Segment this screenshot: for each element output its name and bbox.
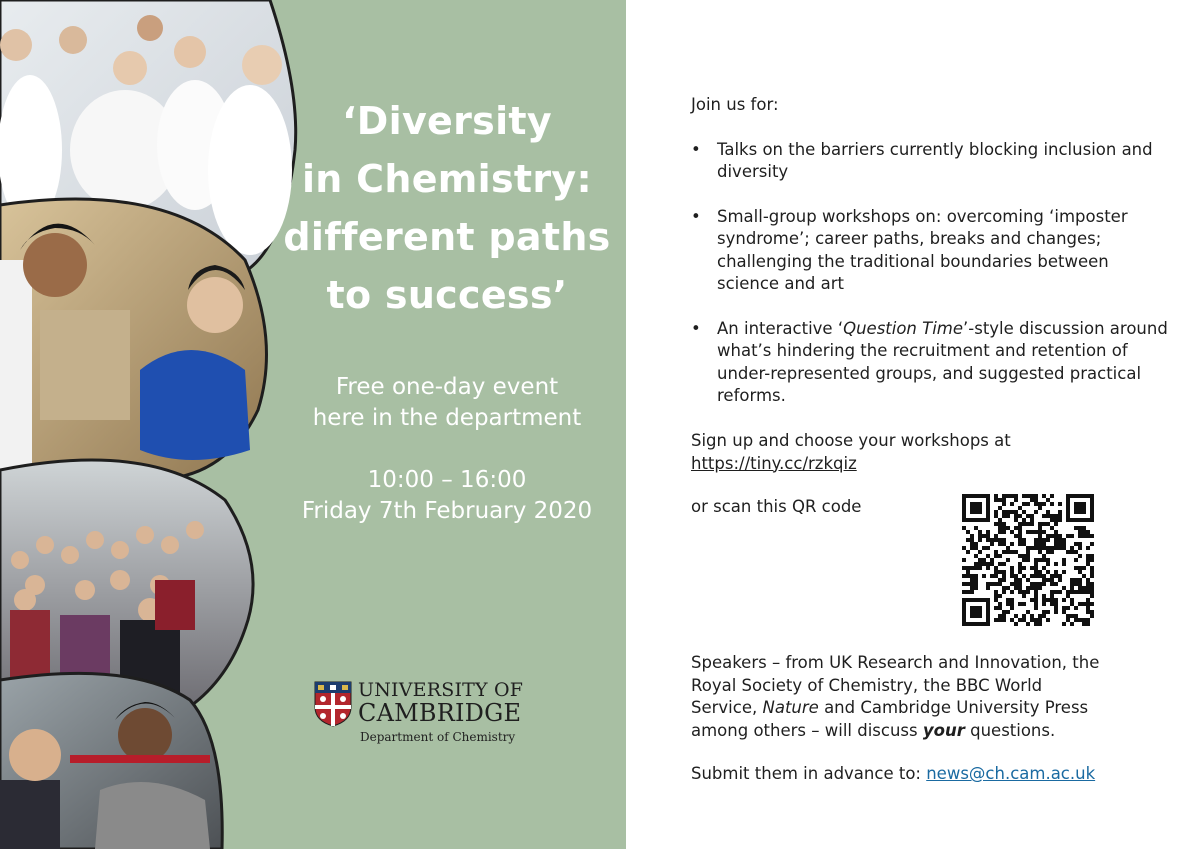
speakers-part-3: questions. bbox=[970, 720, 1056, 740]
qr-code[interactable] bbox=[962, 494, 1094, 626]
photo-students bbox=[0, 673, 222, 849]
event-line-2: here in the department bbox=[312, 405, 582, 431]
title-line: ‘Diversity bbox=[342, 99, 552, 143]
event-datetime bbox=[282, 465, 612, 527]
speakers-text bbox=[691, 652, 1111, 742]
bullet-text: Talks on the barriers currently blocking inclusion and diversity bbox=[717, 139, 1153, 181]
cambridge-wordmark: CAMBRIDGE bbox=[358, 699, 522, 727]
scan-text: or scan this QR code bbox=[691, 497, 862, 516]
list-item bbox=[691, 139, 1171, 184]
intro-text: Join us for: bbox=[691, 95, 779, 114]
event-date: Friday 7th February 2020 bbox=[301, 498, 593, 524]
bullet-text-post: ’-style discussion around what’s hindering the recruitment and retention of under-represented groups, and suggested practical reforms. bbox=[717, 318, 1168, 405]
photo-collage bbox=[0, 0, 310, 849]
university-of: UNIVERSITY OF bbox=[358, 679, 524, 701]
bullet-text-em: Question Time bbox=[843, 318, 964, 338]
speakers-bold: your bbox=[922, 720, 965, 740]
bullet-text-pre: An interactive ‘ bbox=[717, 318, 844, 338]
signup-block bbox=[691, 430, 1111, 475]
signup-text: Sign up and choose your workshops at bbox=[691, 431, 1011, 450]
cambridge-shield-icon bbox=[314, 681, 352, 727]
event-time: 10:00 – 16:00 bbox=[367, 467, 527, 493]
speakers-em: Nature bbox=[762, 698, 819, 717]
signup-link[interactable]: https://tiny.cc/rzkqiz bbox=[691, 453, 857, 473]
cambridge-logo bbox=[314, 679, 544, 749]
details-column bbox=[691, 94, 1171, 430]
title-line: different paths bbox=[283, 215, 611, 259]
title-line: in Chemistry: bbox=[301, 157, 593, 201]
event-description bbox=[282, 372, 612, 434]
event-title bbox=[282, 92, 612, 324]
agenda-list bbox=[691, 139, 1171, 408]
submit-text: Submit them in advance to: bbox=[691, 764, 921, 783]
list-item bbox=[691, 318, 1171, 408]
bullet-text: Small-group workshops on: overcoming ‘imposter syndrome’; career paths, breaks and changes; challenging the traditional boundaries between science and art bbox=[717, 206, 1128, 293]
submit-line bbox=[691, 763, 1095, 786]
list-item bbox=[691, 206, 1171, 296]
department-name: Department of Chemistry bbox=[360, 730, 516, 744]
speakers-part-2: and Cambridge University Press among others – will discuss bbox=[691, 698, 1089, 740]
email-link[interactable]: news@ch.cam.ac.uk bbox=[926, 764, 1096, 783]
photo-lab bbox=[0, 199, 266, 480]
event-line-1: Free one-day event bbox=[335, 374, 559, 400]
title-line: to success’ bbox=[326, 273, 568, 317]
speakers-part-1: Speakers – from UK Research and Innovation, the Royal Society of Chemistry, the BBC World Service, bbox=[691, 653, 1100, 717]
